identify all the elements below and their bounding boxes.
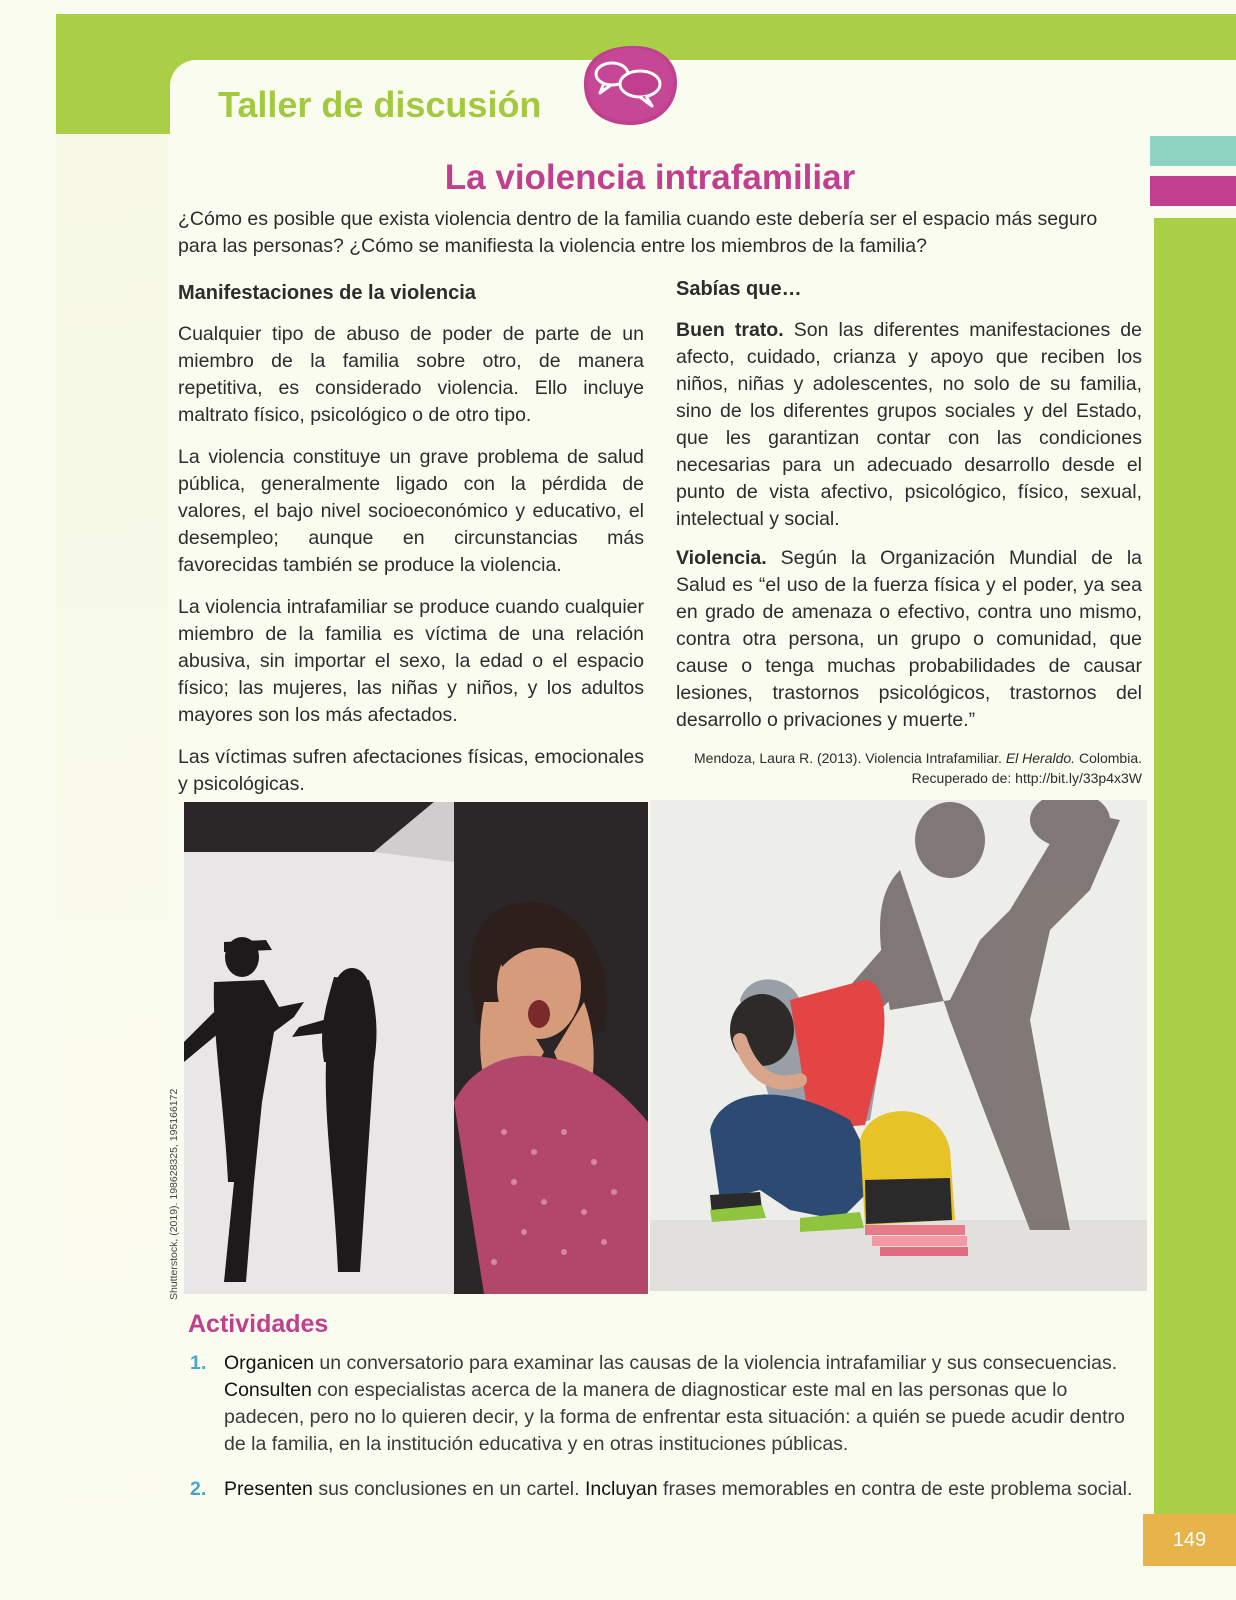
activity-text: sus conclusiones en un cartel. xyxy=(312,1478,585,1500)
definition-buen-trato xyxy=(676,317,1142,533)
right-column xyxy=(676,276,1142,788)
section-title: Taller de discusión xyxy=(218,84,542,125)
speech-bubbles-icon xyxy=(580,42,680,128)
left-margin-band xyxy=(56,134,168,1600)
activity-number: 2. xyxy=(190,1478,207,1500)
family-violence-photo xyxy=(184,802,648,1294)
activity-verb: Incluyan xyxy=(584,1478,658,1500)
definition-text: Son las diferentes manifestaciones de afecto, cuidado, crianza y apoyo que reciben los niños, niñas y adolescentes, no solo de su familia, sino de los diferentes grupos sociales y del Estado, que les garantizan contar con las condiciones necesarias para un adecuado desarrollo desde el punto de vista afectivo, psicológico, físico, sexual, intelectual y social. xyxy=(676,319,1142,530)
body-paragraph: La violencia intrafamiliar se produce cuando cualquier miembro de la familia es víctima de una relación abusiva, sin importar el sexo, la edad o el espacio físico; las mujeres, las niñas y niños, y los adultos mayores son los más afectados. xyxy=(178,596,644,726)
activity-verb: Consulten xyxy=(224,1379,312,1401)
activity-text: frases memorables en contra de este problema social. xyxy=(657,1478,1133,1500)
page-title: La violencia intrafamiliar xyxy=(444,158,856,197)
activity-text: con especialistas acerca de la manera de diagnosticar este mal en las personas que lo padecen, pero no lo quieren decir, y la forma de enfrentar esta situación: a quién se puede acudir dentro de la familia, en la institución educativa y en otras instituciones públicas. xyxy=(224,1379,1125,1455)
activities-list xyxy=(190,1350,1150,1521)
activity-number: 1. xyxy=(190,1352,207,1374)
right-margin-band xyxy=(1154,218,1236,1518)
citation xyxy=(676,748,1142,788)
page-number: 149 xyxy=(1143,1514,1236,1566)
activity-item xyxy=(190,1350,1150,1458)
definition-text: Según la Organización Mundial de la Salud es “el uso de la fuerza física y el poder, ya sea en grado de amenaza o efectivo, contra uno mismo, contra otra persona, un grupo o comunidad, que cause o tenga muchas probabilidades de causar lesiones, trastornos psicológicos, trastornos del desarrollo o privaciones y muerte.” xyxy=(676,547,1142,731)
activities-title: Actividades xyxy=(188,1310,329,1338)
citation-line-1 xyxy=(676,748,1142,768)
citation-url: Recuperado de: http://bit.ly/33p4x3W xyxy=(911,770,1142,786)
body-paragraph: La violencia constituye un grave problema de salud pública, generalmente ligado con la pérdida de valores, el bajo nivel socioeconómico y educativo, el desempleo; aunque en circunstancias más favorecidas también se produce la violencia. xyxy=(178,446,644,576)
citation-country: Colombia. xyxy=(1075,750,1142,766)
body-paragraph: Cualquier tipo de abuso de poder de parte de un miembro de la familia sobre otro, de manera repetitiva, es considerado violencia. Ello incluye maltrato físico, psicológico o de otro tipo. xyxy=(178,323,644,426)
intro-paragraph: ¿Cómo es posible que exista violencia dentro de la familia cuando este debería ser el espacio más seguro para las personas? ¿Cómo se manifiesta la violencia entre los miembros de la familia? xyxy=(178,208,1098,257)
citation-source: El Heraldo. xyxy=(1005,750,1076,766)
citation-author: Mendoza, Laura R. (2013). Violencia Intrafamiliar. xyxy=(694,750,1006,766)
definition-term: Buen trato. xyxy=(676,319,784,341)
left-column-heading: Manifestaciones de la violencia xyxy=(178,282,476,304)
activity-verb: Organicen xyxy=(224,1352,314,1374)
definition-term: Violencia. xyxy=(676,547,767,569)
child-fear-photo xyxy=(650,800,1147,1291)
left-column xyxy=(178,280,644,813)
right-column-heading: Sabías que… xyxy=(676,278,802,300)
activity-verb: Presenten xyxy=(224,1478,313,1500)
body-paragraph: Las víctimas sufren afectaciones físicas, emocionales y psicológicas. xyxy=(178,746,644,795)
activity-item xyxy=(190,1476,1150,1503)
activity-text: un conversatorio para examinar las causas de la violencia intrafamiliar y sus consecuencias. xyxy=(313,1352,1118,1374)
definition-violencia xyxy=(676,545,1142,734)
photo-credit: Shutterstock, (2019). 198628325, 195166172 xyxy=(168,1088,180,1300)
